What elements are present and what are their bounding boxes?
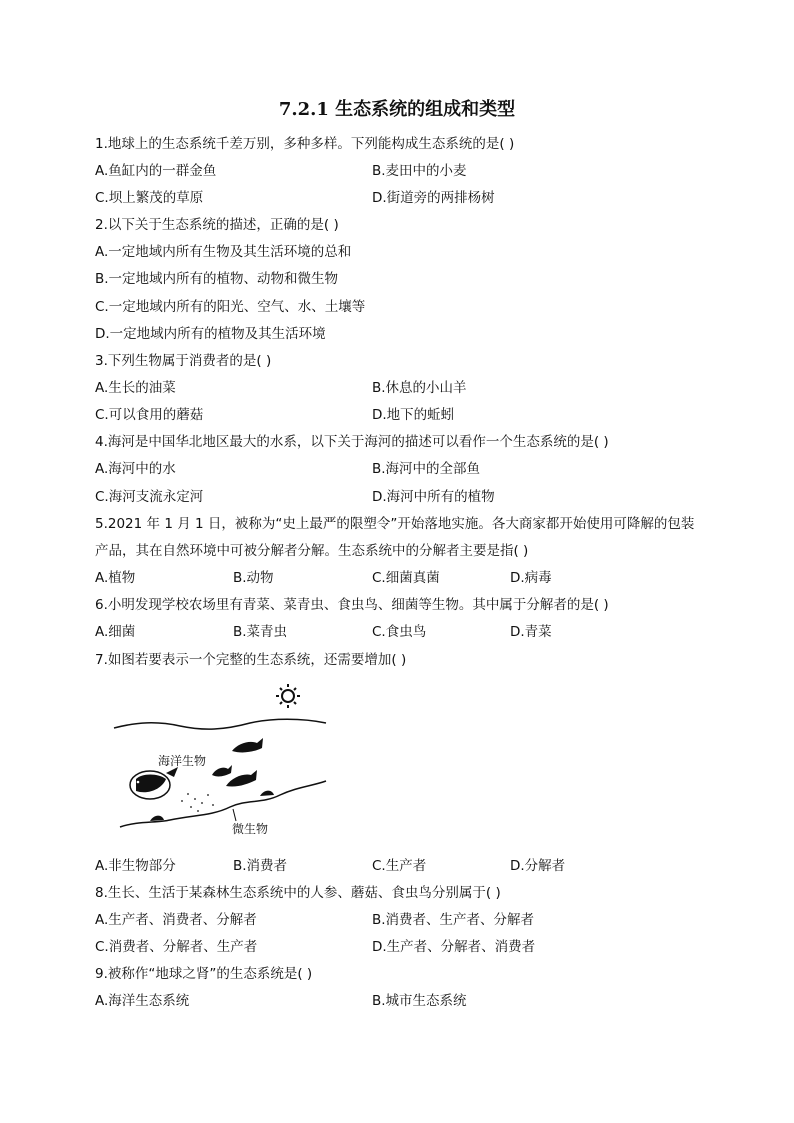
q4-option-c: C.海河支流永定河 [95,489,204,505]
q7-option-a: A.非生物部分 [95,858,176,874]
q3-option-a: A.生长的油菜 [95,380,176,396]
q8-option-a: A.生产者、消费者、分解者 [95,912,257,928]
q5-option-c: C.细菌真菌 [372,570,440,586]
shell-icon [260,791,274,796]
fish-icon [212,765,232,776]
seal-icon [130,767,178,799]
question-1-stem: 1.地球上的生态系统千差万别，多种多样。下列能构成生态系统的是( ) [95,136,515,152]
sun-icon [276,684,300,708]
question-4-stem: 4.海河是中国华北地区最大的水系，以下关于海河的描述可以看作一个生态系统的是( ) [95,434,609,450]
q4-option-d: D.海河中所有的植物 [372,489,495,505]
question-7-stem: 7.如图若要表示一个完整的生态系统，还需要增加( ) [95,652,407,668]
q5-option-d: D.病毒 [510,570,552,586]
question-9-stem: 9.被称作“地球之肾”的生态系统是( ) [95,966,313,982]
q1-option-c: C.坝上繁茂的草原 [95,190,204,206]
q2-option-b: B.一定地域内所有的植物、动物和微生物 [95,271,339,287]
q8-option-b: B.消费者、生产者、分解者 [372,912,535,928]
q7-option-d: D.分解者 [510,858,566,874]
q6-option-b: B.菜青虫 [233,624,288,640]
q1-option-a: A.鱼缸内的一群金鱼 [95,163,217,179]
question-8-stem: 8.生长、生活于某森林生态系统中的人参、蘑菇、食虫鸟分别属于( ) [95,885,501,901]
fish-icon [232,738,263,752]
figure-label-marine-life: 海洋生物 [158,754,207,768]
figure-label-microorganisms: 微生物 [232,822,269,836]
q3-option-b: B.休息的小山羊 [372,380,467,396]
label-pointer [233,809,236,821]
q4-option-b: B.海河中的全部鱼 [372,461,481,477]
q5-option-b: B.动物 [233,570,274,586]
q6-option-c: C.食虫鸟 [372,624,427,640]
q3-option-c: C.可以食用的蘑菇 [95,407,204,423]
q1-option-b: B.麦田中的小麦 [372,163,467,179]
water-surface [114,719,326,729]
shell-icon [150,816,164,821]
question-5-stem: 5.2021 年 1 月 1 日，被称为“史上最严的限塑令”开始落地实施。各大商家都开始使用可降解的包装 [95,516,695,532]
q5-option-a: A.植物 [95,570,136,586]
q9-option-a: A.海洋生态系统 [95,993,190,1009]
question-5-stem-continued: 产品，其在自然环境中可被分解者分解。生态系统中的分解者主要是指( ) [95,543,529,559]
q2-option-a: A.一定地域内所有生物及其生活环境的总和 [95,244,352,260]
question-3-stem: 3.下列生物属于消费者的是( ) [95,353,272,369]
q3-option-d: D.地下的蚯蚓 [372,407,455,423]
q2-option-c: C.一定地域内所有的阳光、空气、水、土壤等 [95,299,366,315]
q7-option-c: C.生产者 [372,858,427,874]
q8-option-c: C.消费者、分解者、生产者 [95,939,258,955]
q2-option-d: D.一定地域内所有的植物及其生活环境 [95,326,326,342]
marine-ecosystem-figure [112,683,330,843]
q7-option-b: B.消费者 [233,858,288,874]
q9-option-b: B.城市生态系统 [372,993,467,1009]
q1-option-d: D.街道旁的两排杨树 [372,190,495,206]
page-title: 7.2.1 生态系统的组成和类型 [278,99,516,120]
q8-option-d: D.生产者、分解者、消费者 [372,939,536,955]
q6-option-a: A.细菌 [95,624,136,640]
question-6-stem: 6.小明发现学校农场里有青菜、菜青虫、食虫鸟、细菌等生物。其中属于分解者的是( ) [95,597,609,613]
q6-option-d: D.青菜 [510,624,552,640]
particles [181,793,214,812]
question-2-stem: 2.以下关于生态系统的描述，正确的是( ) [95,217,339,233]
marine-ecosystem-illustration [112,683,330,843]
q4-option-a: A.海河中的水 [95,461,176,477]
